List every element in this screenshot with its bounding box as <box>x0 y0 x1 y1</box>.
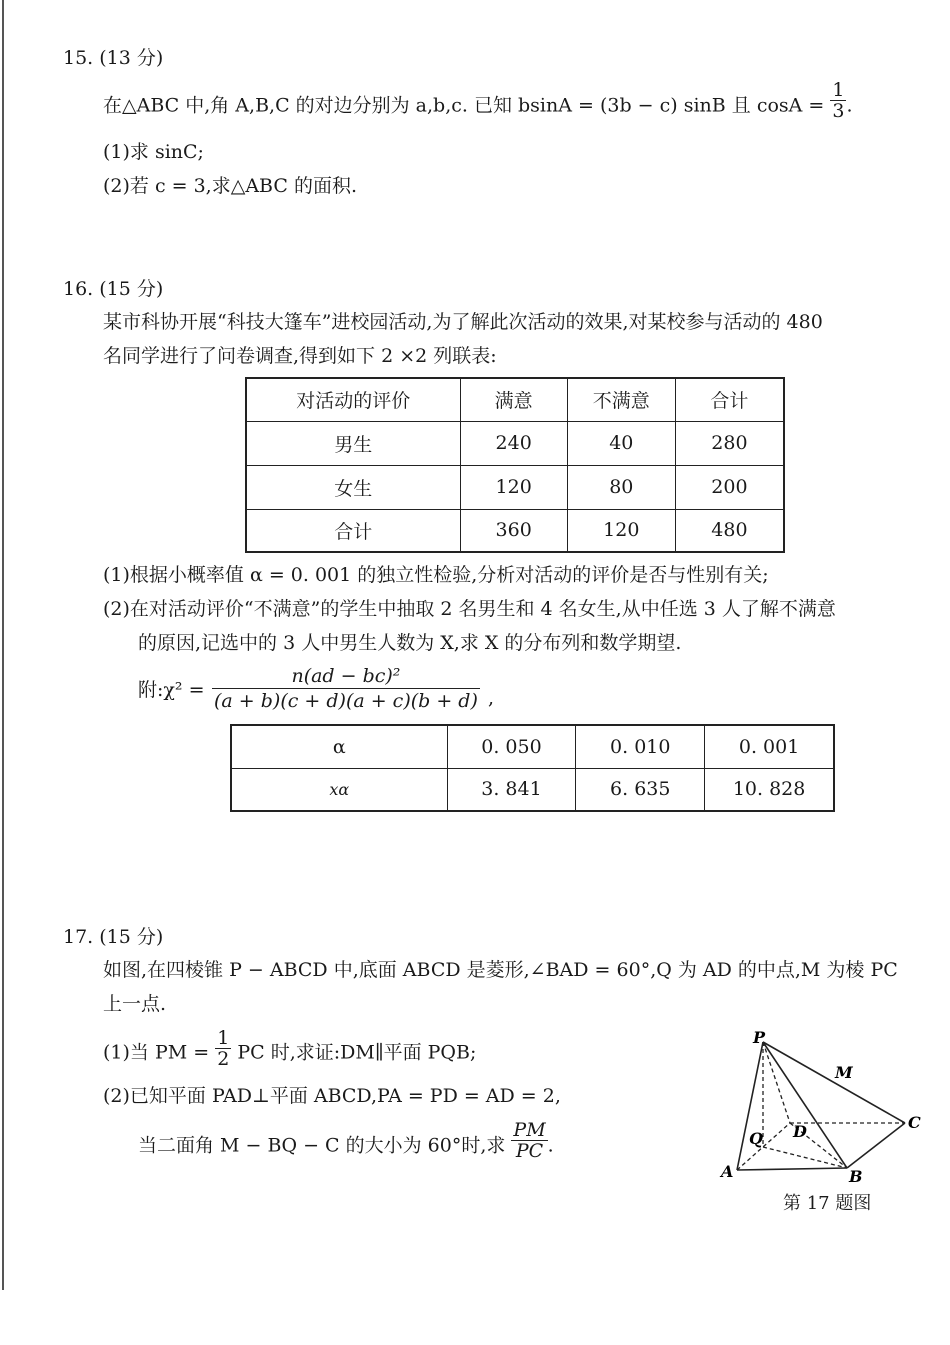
problem-15-stem-text: 在△ABC 中,角 A,B,C 的对边分别为 a,b,c. 已知 bsinA = (3b − c) sinB 且 cosA = <box>103 94 825 117</box>
chi-square-formula-suffix: , <box>488 687 495 709</box>
edge-ab <box>737 1168 847 1170</box>
edge-pd-hidden <box>763 1042 790 1123</box>
table-header-cell: 满意 <box>460 378 567 421</box>
problem-17-header: 17. (15 分) <box>63 926 164 948</box>
edge-pc <box>763 1042 905 1123</box>
problem-17-q2-end: . <box>547 1134 554 1157</box>
label-c: C <box>908 1113 921 1132</box>
table-cell: xα <box>231 768 447 811</box>
table-header-cell: 合计 <box>675 378 784 421</box>
label-m: M <box>835 1063 853 1082</box>
problem-16-header: 16. (15 分) <box>63 278 164 300</box>
table-cell: 0. 050 <box>447 725 576 768</box>
problem-15-question-1: (1)求 sinC; <box>103 141 204 163</box>
chi-square-fraction-body <box>212 664 480 713</box>
fraction-numerator: PM <box>513 1119 546 1141</box>
problem-17-question-2-line-1: (2)已知平面 PAD⊥平面 ABCD,PA = PD = AD = 2, <box>103 1085 561 1107</box>
problem-16-stem-line-1: 某市科协开展“科技大篷车”进校园活动,为了解此次活动的效果,对某校参与活动的 480 <box>103 311 823 333</box>
chi-square-fraction <box>212 664 480 713</box>
fraction-numerator: 1 <box>217 1027 230 1049</box>
problem-17-q1-fraction <box>215 1028 231 1069</box>
problem-17-q1-text-end: PC 时,求证:DM∥平面 PQB; <box>237 1041 477 1064</box>
table-header-row <box>246 378 784 421</box>
table-cell: 80 <box>567 465 675 509</box>
edge-pb <box>763 1042 847 1168</box>
table-cell: 合计 <box>246 509 460 552</box>
table-header-cell: 不满意 <box>567 378 675 421</box>
problem-17-stem-line-1: 如图,在四棱锥 P − ABCD 中,底面 ABCD 是菱形,∠BAD = 60°,Q 为 AD 的中点,M 为棱 PC <box>103 959 898 981</box>
table-cell: 男生 <box>246 421 460 465</box>
problem-16-question-2-line-2: 的原因,记选中的 3 人中男生人数为 X,求 X 的分布列和数学期望. <box>138 632 682 654</box>
fraction-denominator: 2 <box>217 1048 230 1070</box>
table-row <box>246 465 784 509</box>
table-cell: 3. 841 <box>447 768 576 811</box>
problem-16-question-2-line-1: (2)在对活动评价“不满意”的学生中抽取 2 名男生和 4 名女生,从中任选 3 人了解不满意 <box>103 598 836 620</box>
fraction-denominator: 3 <box>832 100 845 122</box>
label-d: D <box>793 1122 807 1141</box>
pyramid-figure <box>715 1025 935 1200</box>
table-cell: 0. 010 <box>576 725 705 768</box>
problem-15-question-2: (2)若 c = 3,求△ABC 的面积. <box>103 175 357 197</box>
table-row <box>246 509 784 552</box>
label-p: P <box>753 1028 766 1047</box>
table-row <box>231 768 834 811</box>
table-cell: 0. 001 <box>705 725 834 768</box>
problem-15-header: 15. (13 分) <box>63 47 164 69</box>
table-cell: 120 <box>567 509 675 552</box>
table-cell: 40 <box>567 421 675 465</box>
table-cell: 360 <box>460 509 567 552</box>
table-cell: 480 <box>675 509 784 552</box>
table-cell: 120 <box>460 465 567 509</box>
problem-17-question-1 <box>103 1027 477 1070</box>
problem-17-q2-fraction <box>511 1120 547 1161</box>
contingency-table <box>245 377 785 553</box>
fraction-numerator: 1 <box>832 79 845 101</box>
problem-17-question-2-line-2 <box>138 1119 554 1162</box>
table-cell: α <box>231 725 447 768</box>
label-b: B <box>849 1167 863 1186</box>
problem-16-question-1: (1)根据小概率值 α = 0. 001 的独立性检验,分析对活动的评价是否与性别有关; <box>103 564 769 586</box>
problem-15-stem-end: . <box>846 94 853 117</box>
chi-square-numerator: n(ad − bc)² <box>212 664 480 689</box>
table-cell: 240 <box>460 421 567 465</box>
problem-16-stem-line-2: 名同学进行了问卷调查,得到如下 2 ×2 列联表: <box>103 345 497 367</box>
table-row <box>246 421 784 465</box>
table-cell: 200 <box>675 465 784 509</box>
table-row <box>231 725 834 768</box>
problem-17-q2-text: 当二面角 M − BQ − C 的大小为 60°时,求 <box>138 1134 506 1157</box>
chi-square-denominator: (a + b)(c + d)(a + c)(b + d) <box>214 690 478 712</box>
label-q: Q <box>749 1129 763 1148</box>
chi-square-formula-prefix: 附:χ² = <box>138 679 205 701</box>
table-cell: 10. 828 <box>705 768 834 811</box>
problem-15-stem <box>103 79 853 122</box>
edge-bc <box>847 1123 905 1168</box>
problem-17-stem-line-2: 上一点. <box>103 993 167 1015</box>
table-header-cell: 对活动的评价 <box>246 378 460 421</box>
fraction-denominator: PC <box>515 1140 544 1162</box>
critical-value-table <box>230 724 835 812</box>
table-cell: 女生 <box>246 465 460 509</box>
table-cell: 280 <box>675 421 784 465</box>
problem-15-fraction <box>830 80 846 121</box>
table-cell: 6. 635 <box>576 768 705 811</box>
label-a: A <box>721 1162 734 1181</box>
page-edge-rule <box>2 0 4 1290</box>
problem-17-q1-text: (1)当 PM = <box>103 1041 210 1064</box>
figure-caption: 第 17 题图 <box>783 1193 872 1214</box>
